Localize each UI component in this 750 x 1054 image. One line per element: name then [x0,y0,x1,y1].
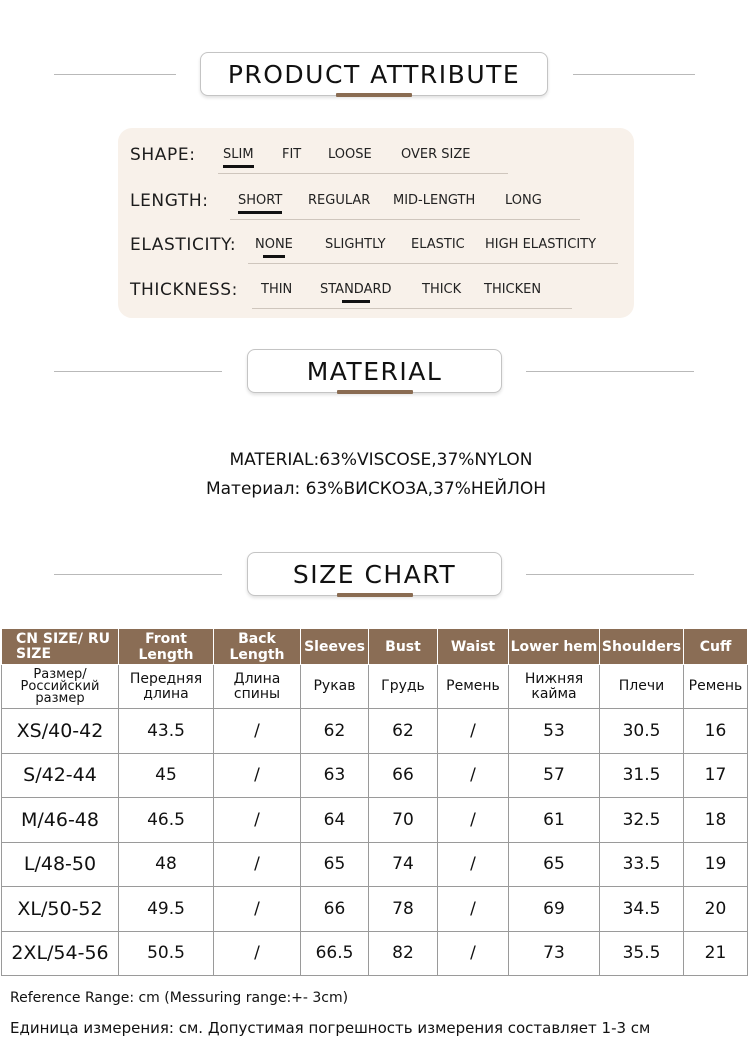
table-cell: 69 [509,887,600,932]
section-title: PRODUCT ATTRIBUTE [227,59,521,89]
table-cell: 33.5 [600,842,684,887]
table-cell: 46.5 [119,798,214,843]
table-cell: 70 [369,798,438,843]
attribute-rule [218,173,508,174]
attribute-option: NONE [255,237,293,252]
table-cell: 19 [684,842,748,887]
table-cell: 78 [369,887,438,932]
table-row [2,887,748,932]
header-ru-cell: Передняя длина [119,665,214,709]
table-cell: 66 [301,887,369,932]
attribute-option: SLIGHTLY [325,237,386,252]
table-cell: 32.5 [600,798,684,843]
table-cell: 31.5 [600,753,684,798]
table-cell: 65 [301,842,369,887]
header-ru-cell: Размер/ Российский размер [2,665,119,709]
section-title-pill [247,552,502,596]
table-cell: XL/50-52 [2,887,119,932]
table-cell: 17 [684,753,748,798]
table-cell: / [214,887,301,932]
table-cell: / [438,931,509,976]
table-cell: 66.5 [301,931,369,976]
table-cell: 62 [301,709,369,754]
title-accent-bar [337,390,413,394]
table-cell: 65 [509,842,600,887]
attribute-option: HIGH ELASTICITY [485,237,597,252]
table-cell: 61 [509,798,600,843]
table-cell: 2XL/54-56 [2,931,119,976]
attribute-option: SLIM [223,147,254,162]
header-cell: Cuff [684,629,748,665]
attribute-option: ELASTIC [411,237,465,252]
table-cell: 35.5 [600,931,684,976]
attribute-option: SHORT [238,193,282,208]
table-cell: / [438,798,509,843]
measurement-note-ru: Единица измерения: см. Допустимая погрешность измерения составляет 1-3 см [10,1019,651,1037]
table-cell: 30.5 [600,709,684,754]
attribute-option: FIT [282,147,302,162]
attribute-option: MID-LENGTH [393,193,476,208]
table-cell: 20 [684,887,748,932]
selected-underline [342,300,370,303]
table-row [2,798,748,843]
attribute-option: THIN [261,282,293,297]
attribute-label: SHAPE: [130,145,196,165]
table-cell: 63 [301,753,369,798]
material-russian: Материал: 63%ВИСКОЗА,37%НЕЙЛОН [205,479,547,499]
table-cell: 21 [684,931,748,976]
table-row [2,931,748,976]
table-cell: / [214,798,301,843]
table-cell: 50.5 [119,931,214,976]
attribute-option: THICKEN [484,282,542,297]
attribute-rule [230,219,580,220]
table-cell: 18 [684,798,748,843]
attribute-label: LENGTH: [130,191,209,211]
table-cell: / [438,709,509,754]
selected-underline [263,255,285,258]
table-cell: 74 [369,842,438,887]
header-ru-cell: Ремень [438,665,509,709]
size-table [1,628,748,976]
attribute-card [118,128,634,318]
header-ru-cell: Длина спины [214,665,301,709]
selected-underline [238,211,282,214]
table-cell: 43.5 [119,709,214,754]
table-cell: / [438,842,509,887]
header-ru-cell: Нижняя кайма [509,665,600,709]
title-accent-bar [337,593,413,597]
selected-underline [223,165,254,168]
divider-line-right [526,371,694,372]
header-ru-cell: Плечи [600,665,684,709]
attribute-rule [248,263,618,264]
header-ru-cell: Грудь [369,665,438,709]
table-cell: XS/40-42 [2,709,119,754]
title-accent-bar [336,93,412,97]
attribute-option: LOOSE [328,147,372,162]
table-header-row [2,629,748,665]
attribute-row-thickness [130,276,630,306]
table-cell: 49.5 [119,887,214,932]
table-cell: 16 [684,709,748,754]
table-cell: 57 [509,753,600,798]
attribute-row-length [130,187,630,217]
reference-range-note: Reference Range: cm (Messuring range:+- 3cm) [10,990,349,1006]
table-cell: 48 [119,842,214,887]
divider-line-left [54,371,222,372]
header-cell: Back Length [214,629,301,665]
table-row [2,753,748,798]
table-cell: S/42-44 [2,753,119,798]
table-cell: 34.5 [600,887,684,932]
table-cell: 73 [509,931,600,976]
size-chart-header [0,552,750,602]
table-cell: 66 [369,753,438,798]
section-title: MATERIAL [306,356,443,386]
divider-line-right [573,74,695,75]
header-cell: Shoulders [600,629,684,665]
attribute-row-elasticity [130,231,630,261]
table-cell: M/46-48 [2,798,119,843]
header-cell: CN SIZE/ RU SIZE [2,629,119,665]
header-cell: Front Length [119,629,214,665]
table-header-ru-row [2,665,748,709]
table-cell: 64 [301,798,369,843]
header-ru-cell: Рукав [301,665,369,709]
table-cell: 53 [509,709,600,754]
attribute-option: STANDARD [320,282,392,297]
table-row [2,842,748,887]
attribute-label: THICKNESS: [130,280,238,300]
table-cell: / [438,753,509,798]
attribute-option: REGULAR [308,193,371,208]
table-cell: / [214,753,301,798]
divider-line-left [54,74,176,75]
table-row [2,709,748,754]
material-english: MATERIAL:63%VISCOSE,37%NYLON [229,450,533,470]
divider-line-left [54,574,222,575]
table-cell: / [214,842,301,887]
header-cell: Sleeves [301,629,369,665]
divider-line-right [526,574,694,575]
header-cell: Waist [438,629,509,665]
header-ru-cell: Ремень [684,665,748,709]
table-cell: 82 [369,931,438,976]
table-cell: L/48-50 [2,842,119,887]
section-title: SIZE CHART [292,559,457,589]
attribute-row-shape [130,141,630,171]
section-title-pill [247,349,502,393]
header-cell: Lower hem [509,629,600,665]
table-cell: 45 [119,753,214,798]
section-title-pill [200,52,548,96]
attribute-label: ELASTICITY: [130,235,237,255]
table-cell: / [214,709,301,754]
table-cell: / [214,931,301,976]
attribute-option: THICK [422,282,462,297]
header-cell: Bust [369,629,438,665]
attribute-rule [252,308,572,309]
table-cell: 62 [369,709,438,754]
product-attribute-header [0,52,750,102]
attribute-option: LONG [505,193,542,208]
table-cell: / [438,887,509,932]
material-header [0,349,750,399]
attribute-option: OVER SIZE [401,147,471,162]
